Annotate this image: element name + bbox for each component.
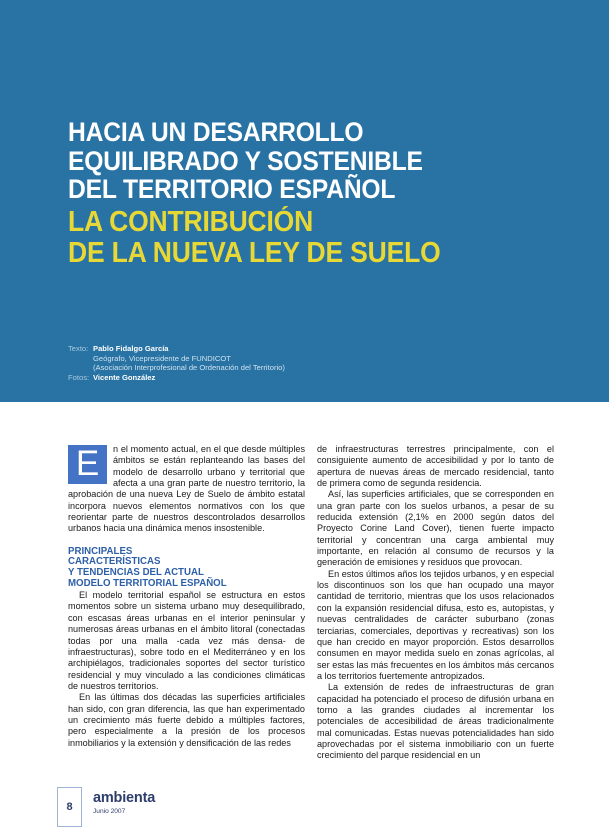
article-body xyxy=(0,402,609,836)
paragraph-left-2: El modelo territorial español se estructura en estos momentos sobre un sistema urbano muy desequilibrado, con escasas áreas urbanas en el interior peninsular y numerosas áreas urbanas en el ámbito litoral (conectadas todas por una malla -cada vez más densa- de infraestructuras), sobre todo en el Mediterráneo y en los archipiélagos, tradicionales soportes del sector turístico residencial y muy vinculado a las condiciones climáticas de nuestros territorios. xyxy=(68,590,305,691)
paragraph-right-1: de infraestructuras terrestres principalmente, con el consiguiente aumento de accesibilidad y por lo tanto de apertura de nuevas áreas de mercado residencial, tanto de primera como de segunda residencia. xyxy=(317,444,554,489)
text-column-left xyxy=(68,444,305,749)
title-line-2: EQUILIBRADO Y SOSTENIBLE xyxy=(68,145,423,176)
paragraph-intro: n el momento actual, en el que desde múltiples ámbitos se están replanteando las bases del modelo de desarrollo urbano y territorial que afecta a una gran parte de nuestro territorio, la aprobación de una nueva Ley de Suelo de ámbito estatal incorpora nuevos elementos normativos con los que reorientar parte de nuestros descontrolados desarrollos urbanos hacia una dinámica menos insostenible. xyxy=(68,444,305,534)
title-line-5: DE LA NUEVA LEY DE SUELO xyxy=(68,237,441,269)
publication-date: Junio 2007 xyxy=(93,808,126,815)
page-number: 8 xyxy=(66,801,73,813)
section-heading-line-4: MODELO TERRITORIAL ESPAÑOL xyxy=(68,577,227,589)
publication-name: ambienta xyxy=(93,790,156,806)
paragraph-left-3: En las últimas dos décadas las superficies artificiales han sido, con gran diferencia, las que han experimentado un crecimiento más fuerte debido a múltiples factores, pero especialmente a la presión de los procesos inmobiliarios y la extensión y densificación de las redes xyxy=(68,692,305,748)
text-column-right xyxy=(317,444,554,762)
footer-publication-info xyxy=(82,787,155,827)
drop-cap-letter: E xyxy=(75,444,100,483)
paragraph-right-4: La extensión de redes de infraestructuras de gran capacidad ha potenciado el proceso de difusión urbana en torno a las grandes ciudades al incrementar los potenciales de accesibilidad de áreas tradicionalmente mal comunicadas. Estas nuevas potencialidades han sido aprovechadas por el sistema inmobiliario con un fuerte crecimiento del parque residencial en un xyxy=(317,682,554,761)
section-heading xyxy=(68,547,293,589)
article-title xyxy=(68,118,568,270)
byline-texto-author: Pablo Fidalgo García xyxy=(93,344,169,353)
byline-fotos-author: Vicente González xyxy=(93,372,156,382)
section-heading-line-2: CARACTERÍSTICAS xyxy=(68,556,161,568)
header-banner xyxy=(0,0,609,402)
byline-author-role: Geógrafo, Vicepresidente de FUNDICOT xyxy=(93,353,231,363)
byline-fotos-row xyxy=(68,373,285,383)
drop-cap xyxy=(68,445,107,484)
byline-texto-label: Texto: xyxy=(68,344,89,353)
page-footer xyxy=(57,787,155,827)
byline xyxy=(68,344,285,382)
paragraph-right-2: Así, las superficies artificiales, que se corresponden en una gran parte con los suelos urbanos, a pesar de su reducida extensión (2,1% en 2000 según datos del Proyecto Corine Land Cover), tienen fuerte impacto territorial y concentran una carga ambiental muy importante, en relación al consumo de recursos y la generación de emisiones y residuos que provocan. xyxy=(317,489,554,568)
page-number-box xyxy=(57,787,82,827)
section-heading-line-3: Y TENDENCIAS DEL ACTUAL xyxy=(68,566,204,578)
byline-fotos-label: Fotos: xyxy=(68,372,90,382)
title-line-1: HACIA UN DESARROLLO xyxy=(68,117,364,147)
byline-texto-row xyxy=(68,344,285,354)
title-line-3: DEL TERRITORIO ESPAÑOL xyxy=(68,174,396,204)
section-heading-line-1: PRINCIPALES xyxy=(68,545,133,557)
byline-author-org: (Asociación Interprofesional de Ordenación del Territorio) xyxy=(93,363,285,373)
paragraph-right-3: En estos últimos años los tejidos urbanos, y en especial los discontinuos son los que han ocupado una mayor cantidad de territorio, mientras que los usos relacionados con la expansión residencial difusa, esto es, autopistas, y nuevas centralidades de carácter suburbano (zonas terciarias, comerciales, deportivas y recreativas) son los que han crecido en mayor proporción. Estos desarrollos consumen en mayor medida suelo en zonas agrícolas, al ser estas las más frecuentes en los ámbitos más cercanos a los territorios fuertemente antropizados. xyxy=(317,568,554,681)
title-line-4: LA CONTRIBUCIÓN xyxy=(68,205,314,238)
